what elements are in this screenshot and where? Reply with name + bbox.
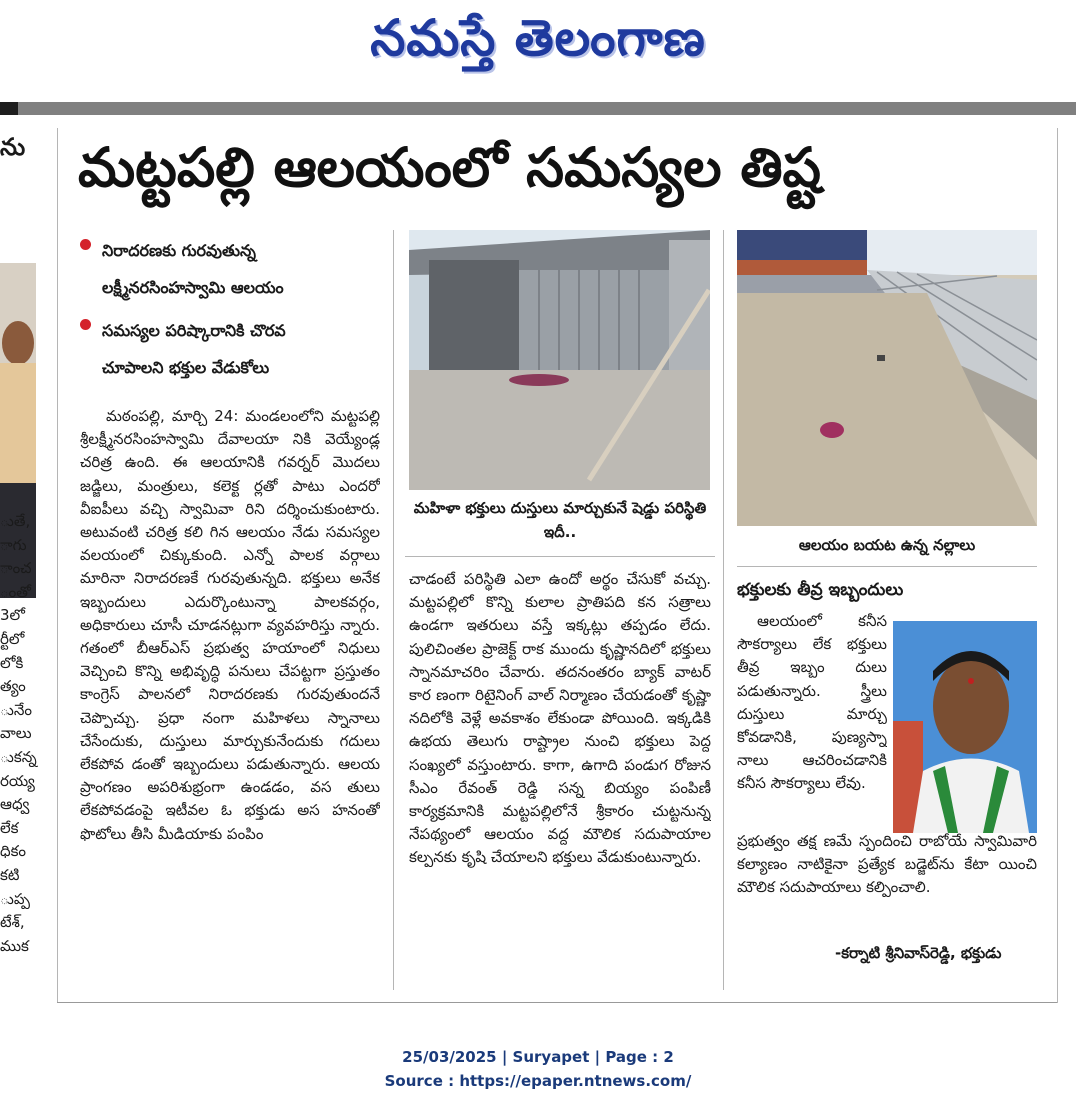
left-fragment-line: లోకి — [0, 653, 24, 672]
photo-temple-taps — [737, 230, 1037, 526]
bottom-rule — [57, 1002, 1057, 1003]
caption-rule-1 — [405, 556, 715, 557]
bullet-1-line-2: లక్ష్మీనరసింహస్వామి ఆలయం — [102, 278, 284, 297]
left-fragment-line: రయ్య — [0, 771, 35, 790]
left-fragment-line: ాంచ — [0, 559, 32, 578]
left-fragment-line: లేక — [0, 818, 19, 837]
column-rule-left — [57, 128, 58, 1003]
side-quote-full-text: ప్రభుత్వం తక్ష ణమే స్పందించి రాబోయే స్వామివారి కల్యాణం నాటికైనా ప్రత్యేక బడ్జెట్‌ను కేటా యించి మౌలిక సదుపాయాలు కల్పించాలి. — [737, 832, 1037, 897]
left-fragment-line: ాగు — [0, 535, 27, 554]
left-fragment-line: 3లో — [0, 606, 25, 625]
article-column-2 — [409, 568, 711, 988]
left-fragment-line: ుప్ప — [0, 889, 30, 908]
left-fragment-line: వాలు — [0, 724, 32, 743]
bullet-dot-icon — [80, 319, 91, 330]
masthead-logo: నమస్తే తెలంగాణ — [370, 8, 706, 67]
column-1-paragraph: మఠంపల్లి, మార్చి 24: మండలంలోని మట్టపల్లి శ్రీలక్ష్మీనరసింహస్వామి దేవాలయా నికి వెయ్యేండ్ల చరిత్ర ఉంది. ఈ ఆలయానికి గవర్నర్ మొదలు జడ్జిలు, మంత్రులు, కలెక్ట ర్లతో పాటు ఎందరో వీఐపీలు వచ్చి స్వామివా రిని దర్శించుకుంటారు. అటువంటి చరిత్ర కలి గిన ఆలయం నేడు సమస్యల వలయంలో చిక్కుకుంది. ఎన్నో పాలక వర్గాలు మారినా నిరాదరణకే గురవుతున్నది. భక్తులు అనేక ఇబ్బందులు ఎదుర్కొంటున్నా పాలకవర్గం, అధికారులు చూసీ చూడనట్లుగా వ్యవహరిస్తు న్నారు. గతంలో బీఆర్ఎస్ ప్రభుత్వ హయాంలో నిధులు వెచ్చించి కొన్ని అభివృద్ధి పనులు చేపట్టగా ప్రస్తుతం కాంగ్రెస్ పాలనలో నిరాదరణకు గురవుతుందనే చెప్పొచ్చు. ప్రధా నంగా మహిళలు స్నానాలు చేసేందుకు, దుస్తులు మార్చుకునేందుకు గదులు లేకపోవ డంతో ఇబ్బందులు పడుతున్నారు. ఆలయ ప్రాంగణం అపరిశుభ్రంగా ఉండడం, వస తులు లేకపోవడంపై ఇటీవల ఓ భక్తుడు అస హనంతో ఫొటోలు తీసి మీడియాకు పంపిం — [80, 407, 380, 843]
footer-date-page: 25/03/2025 | Suryapet | Page : 2 — [402, 1048, 674, 1066]
top-divider-bar — [0, 102, 1076, 115]
left-fragment-line: ునేం — [0, 700, 32, 719]
footer — [0, 1045, 1076, 1093]
bullet-2-line-2: చూపాలని భక్తుల వేడుకోలు — [102, 358, 270, 377]
photo-devotee-portrait — [893, 621, 1037, 833]
photo-changing-shed — [409, 230, 710, 490]
left-fragment-line: కటి — [0, 866, 20, 884]
left-fragment-column — [0, 128, 40, 1028]
photo-temple-taps-caption: ఆలయం బయట ఉన్న నల్లాలు — [798, 536, 976, 554]
column-rule-right — [1057, 128, 1058, 1003]
quote-author: -కర్నాటి శ్రీనివాస్‌రెడ్డి, భక్తుడు — [835, 944, 1002, 962]
left-fragment-line: ముక — [0, 936, 29, 955]
left-fragment-line: ుతే, — [0, 512, 31, 530]
caption-rule-2 — [737, 566, 1037, 567]
side-quote-wrapped — [737, 610, 887, 846]
side-quote-wrapped-text: ఆలయంలో కనీస సౌకర్యాలు లేక భక్తులు తీవ్ర ఇబ్బం దులు పడుతున్నారు. స్త్రీలు దుస్తులు మార్చు కోవడానికి, పుణ్యస్నా నాలు ఆచరించడానికి కనీస సౌకర్యాలు లేవు. — [737, 612, 887, 793]
bullet-dot-icon — [80, 239, 91, 250]
bullet-2 — [80, 310, 400, 394]
bullet-1 — [80, 230, 400, 314]
column-rule-2 — [723, 230, 724, 990]
article-headline: మట్టపల్లి ఆలయంలో సమస్యల తిష్ట — [78, 136, 822, 199]
article-column-1 — [80, 405, 380, 985]
top-divider-accent — [0, 102, 18, 115]
left-fragment-line: ర్టీలో — [0, 630, 25, 648]
left-fragment-line: ుకన్న — [0, 748, 37, 766]
left-fragment-line: ధికం — [0, 842, 27, 861]
photo-changing-shed-caption: మహిళా భక్తులు దుస్తులు మార్చుకునే షెడ్డు పరిస్థితి ఇదీ.. — [413, 499, 707, 541]
left-fragment-line: ఆధ్వ — [0, 795, 30, 814]
side-quote-full — [737, 830, 1037, 924]
left-fragment-line: టేశ్, — [0, 913, 25, 932]
bullet-1-line-1: నిరాదరణకు గురవుతున్న — [102, 241, 256, 260]
side-heading: భక్తులకు తీవ్ర ఇబ్బందులు — [737, 580, 904, 600]
bullet-2-line-1: సమస్యల పరిష్కారానికి చొరవ — [102, 321, 286, 340]
left-fragment-heading: ను — [0, 133, 26, 161]
column-2-paragraph: చాడంటే పరిస్థితి ఎలా ఉందో అర్థం చేసుకో వచ్చు. మట్టపల్లిలో కొన్ని కులాల ప్రాతిపది కన సత్రాలు ఉండగా ఇతరులు వస్తే ఇక్కట్లు తప్పడం లేదు. పులిచింతల ప్రాజెక్ట్ రాక ముందు కృష్ణానదిలో భక్తులు స్నానమాచరిం చేవారు. తదనంతరం బ్యాక్ వాటర్ కార ణంగా రిటైనింగ్ వాల్ నిర్మాణం చేయడంతో కృష్ణా నదిలోకి వెళ్లే అవకాశం లేకుండా పోయింది. ఇక్కడికి ఉభయ తెలుగు రాష్ట్రాల నుంచి భక్తులు పెద్ద సంఖ్యలో వస్తుంటారు. కాగా, ఉగాది పండుగ రోజున సీఎం రేవంత్ రెడ్డి సన్న బియ్యం పంపిణీ కార్యక్రమానికి మట్టపల్లిలోనే శ్రీకారం చుట్టనున్న నేపథ్యంలో ఆలయం వద్ద మౌలిక సదుపాయాల కల్పనకు కృషి చేయాలని భక్తులు వేడుకుంటున్నారు. — [409, 570, 711, 867]
left-fragment-line: త్యం — [0, 677, 26, 696]
left-fragment-line: ంతో — [0, 582, 31, 601]
footer-source-link[interactable]: Source : https://epaper.ntnews.com/ — [384, 1072, 692, 1090]
column-rule-1 — [393, 230, 394, 990]
